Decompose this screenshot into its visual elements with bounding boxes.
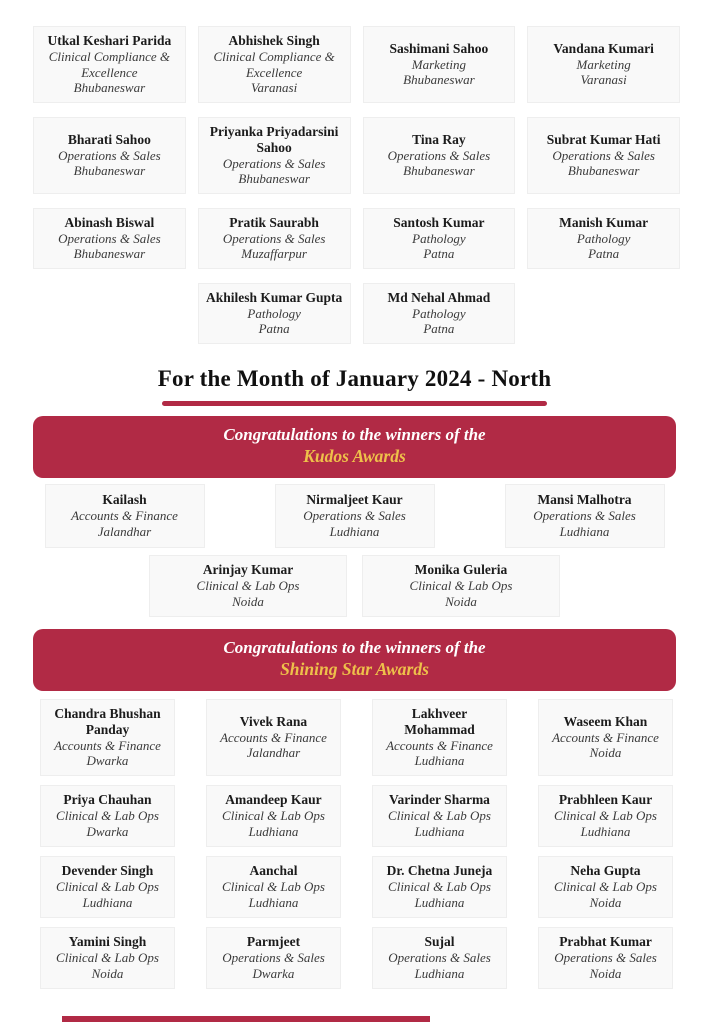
winner-city: Ludhiana [414,753,465,769]
winner-name: Utkal Keshari Parida [47,33,172,48]
winner-department: Clinical & Lab Ops [388,808,491,824]
winner-card [505,484,665,548]
winner-department: Operations & Sales [388,950,491,966]
winner-department: Clinical & Lab Ops [56,808,159,824]
winner-name: Amandeep Kaur [225,792,322,808]
winner-city: Varanasi [251,80,298,96]
winner-name: Kailash [102,492,147,508]
winner-department: Clinical & Lab Ops [56,879,159,895]
winner-card [372,856,507,918]
shining-star-banner [33,629,676,691]
winner-department: Clinical & Lab Ops [222,808,325,824]
winner-name: Tina Ray [412,131,466,147]
winner-department: Pathology [247,305,301,321]
winner-name: Sashimani Sahoo [389,40,489,56]
winner-card [33,117,186,194]
winner-department: Operations & Sales [222,155,326,171]
winner-department: Clinical & Lab Ops [388,879,491,895]
winner-card [206,856,341,918]
winner-name: Chandra Bhushan Panday [54,705,161,737]
winner-card [372,699,507,776]
winner-name: Prabhleen Kaur [558,792,653,808]
kudos-banner [33,416,676,478]
winner-city: Noida [232,593,264,609]
winner-city: Patna [258,321,290,337]
winner-card [40,856,175,918]
winner-city: Ludhiana [414,894,465,910]
winner-card [198,117,351,194]
winner-department: Pathology [412,230,466,246]
winner-department: Clinical & Lab Ops [554,879,657,895]
winner-card [33,208,186,269]
winner-city: Ludhiana [248,823,299,839]
winner-name: Akhilesh Kumar Gupta [205,289,343,305]
winner-city: Bhubaneswar [403,163,475,179]
winner-name: Arinjay Kumar [202,562,294,578]
winner-name: Devender Singh [61,863,154,879]
winner-department: Operations & Sales [58,147,161,163]
winner-city: Varanasi [580,72,627,88]
winner-department: Clinical & Lab Ops [554,808,657,824]
winner-city: Dwarka [86,753,129,769]
winner-city: Dwarka [252,965,295,981]
kudos-banner-line2: Kudos Awards [303,446,406,467]
winner-department: Operations & Sales [303,508,406,524]
winner-city: Noida [589,745,622,761]
winner-city: Ludhiana [580,823,631,839]
winner-name: Aanchal [249,863,298,879]
winner-card [40,785,175,847]
winner-department: Operations & Sales [387,147,491,163]
kudos-winners-row-1 [0,484,709,548]
winner-city: Jalandhar [97,523,152,539]
winner-card [363,283,516,344]
title-underline [162,401,547,406]
winner-city: Bhubaneswar [567,163,640,179]
winner-city: Patna [423,246,455,262]
winner-department: Clinical Compliance & Excellence [213,48,335,80]
winner-card [198,26,351,103]
winner-name: Monika Guleria [414,562,508,578]
winner-card [198,208,351,269]
bottom-accent-bar [62,1016,430,1022]
winner-card [538,699,673,776]
shining-banner-line2: Shining Star Awards [280,659,429,680]
winner-department: Accounts & Finance [552,729,659,745]
winner-city: Jalandhar [246,745,301,761]
winner-name: Abinash Biswal [64,214,155,230]
winner-department: Accounts & Finance [220,729,327,745]
kudos-winners-row-2 [0,555,709,617]
winner-city: Patna [588,246,620,262]
winner-card [198,283,351,344]
winner-city: Bhubaneswar [238,171,310,187]
winner-name: Prabhat Kumar [559,934,652,950]
winner-department: Clinical & Lab Ops [196,578,300,594]
winner-name: Lakhveer Mohammad [404,705,475,737]
winner-department: Clinical & Lab Ops [222,879,325,895]
winner-city: Noida [445,593,477,609]
winner-card [206,699,341,776]
winner-department: Accounts & Finance [54,737,161,753]
shining-banner-line1: Congratulations to the winners of the [223,637,486,657]
winner-name: Pratik Saurabh [229,214,319,230]
winner-department: Pathology [576,230,631,246]
winner-city: Ludhiana [559,523,610,539]
winner-card [372,927,507,989]
winner-department: Operations & Sales [552,147,655,163]
winner-card [40,699,175,776]
winner-city: Ludhiana [248,894,299,910]
winner-card [275,484,435,548]
winner-name: Waseem Khan [563,713,648,729]
winner-card [45,484,205,548]
winner-name: Bharati Sahoo [67,131,151,147]
winner-name: Varinder Sharma [389,792,490,808]
winner-card [362,555,560,617]
winner-department: Operations & Sales [222,230,326,246]
shining-winners-grid [0,691,709,989]
winner-city: Bhubaneswar [403,72,475,88]
winner-card [363,117,516,194]
winner-card [33,26,186,103]
winner-department: Accounts & Finance [71,508,178,524]
winner-name: Subrat Kumar Hati [546,131,661,147]
winner-name: Manish Kumar [559,214,649,230]
winner-card [363,208,516,269]
winner-name: Nirmaljeet Kaur [306,492,403,508]
winner-card [40,927,175,989]
winner-card [527,26,680,103]
winner-city: Patna [423,321,455,337]
winner-card [149,555,347,617]
winner-city: Ludhiana [414,823,465,839]
winner-name: Priya Chauhan [63,792,152,808]
winner-department: Marketing [411,56,466,72]
winner-city: Bhubaneswar [73,80,146,96]
winner-name: Yamini Singh [68,934,147,950]
winner-card [538,856,673,918]
winner-department: Operations & Sales [58,230,161,246]
winner-name: Neha Gupta [570,863,641,879]
winner-department: Clinical & Lab Ops [56,950,159,966]
winner-city: Ludhiana [329,523,380,539]
winner-card [538,927,673,989]
winner-city: Noida [91,965,124,981]
winner-city: Ludhiana [82,894,133,910]
winner-name: Md Nehal Ahmad [387,289,491,305]
winner-card [527,208,680,269]
winner-department: Clinical & Lab Ops [409,578,513,594]
winner-name: Sujal [424,934,455,950]
winner-card [363,26,516,103]
winner-city: Muzaffarpur [241,246,307,262]
kudos-banner-line1: Congratulations to the winners of the [223,424,486,444]
winner-name: Priyanka Priyadarsini Sahoo [209,123,339,155]
winner-department: Clinical Compliance & Excellence [48,48,171,80]
winner-city: Ludhiana [414,965,465,981]
winner-name: Vivek Rana [239,713,308,729]
winner-name: Mansi Malhotra [537,492,632,508]
winner-name: Parmjeet [246,934,301,950]
winner-card [538,785,673,847]
top-winners-grid [0,0,709,344]
winner-name: Vandana Kumari [553,40,654,56]
winner-department: Operations & Sales [222,950,325,966]
winner-name: Santosh Kumar [393,214,485,230]
winner-city: Noida [589,894,622,910]
winner-city: Dwarka [86,823,129,839]
winner-city: Noida [589,965,622,981]
winner-card [527,117,680,194]
winner-department: Operations & Sales [533,508,636,524]
winner-department: Pathology [412,305,466,321]
winner-city: Bhubaneswar [73,163,146,179]
winner-name: Abhishek Singh [228,33,320,48]
winner-card [206,785,341,847]
winner-name: Dr. Chetna Juneja [386,863,493,879]
page-title: For the Month of January 2024 - North [157,365,552,391]
winner-card [372,785,507,847]
winner-department: Accounts & Finance [386,737,493,753]
winner-department: Operations & Sales [554,950,657,966]
winner-department: Marketing [576,56,631,72]
winner-card [206,927,341,989]
winner-city: Bhubaneswar [73,246,146,262]
